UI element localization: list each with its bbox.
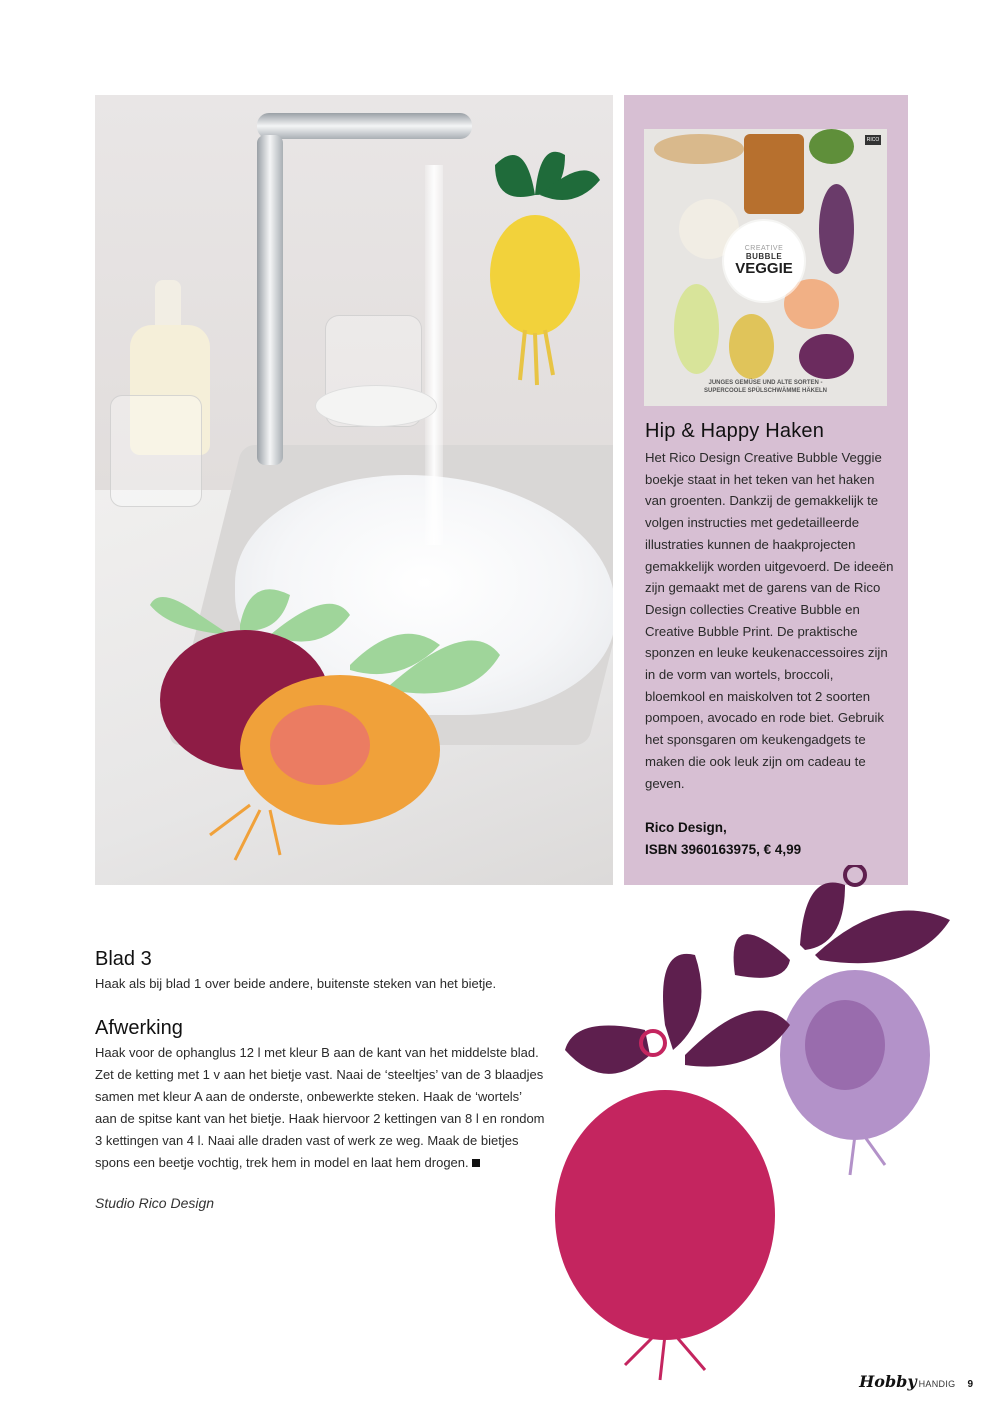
sponge-roots: [520, 330, 553, 385]
yellow-veggie-sponge: [465, 135, 605, 395]
book-subtitle-line-1: JUNGES GEMÜSE UND ALTE SORTEN -: [708, 380, 823, 386]
kitchen-sink-photo: [95, 95, 613, 885]
glass-jug: [110, 395, 202, 507]
broccoli-sponge: [799, 334, 854, 379]
footer-brand-logo: Hobby: [859, 1372, 917, 1391]
badge-line-3: VEGGIE: [735, 260, 793, 277]
sidebar-credit: [645, 817, 801, 860]
section-body-blad-3: Haak als bij blad 1 over beide andere, buitenste steken van het bietje.: [95, 976, 497, 991]
beet-sponge-small: [819, 184, 854, 274]
publisher-logo: RICO: [866, 137, 880, 143]
beet-sponges: [140, 575, 560, 865]
sidebar-isbn-price: ISBN 3960163975, € 4,99: [645, 841, 802, 857]
sponge-leaf: [495, 155, 535, 197]
beet-leaf-green: [150, 597, 230, 635]
pink-beet-roots: [625, 1335, 705, 1380]
hanging-loop: [845, 865, 865, 885]
section-body-afwerking: [95, 1042, 545, 1174]
cutting-board: [744, 134, 804, 214]
beet-leaf-green: [240, 589, 290, 630]
soap-bottle-cap: [155, 280, 181, 330]
running-water: [425, 165, 443, 545]
wooden-spoons: [654, 134, 744, 164]
sidebar-title: Hip & Happy Haken: [645, 420, 825, 442]
footer-brand-suffix: HANDIG: [918, 1379, 956, 1389]
purple-beet-leaf: [734, 934, 790, 978]
faucet-body: [257, 135, 283, 465]
pink-beet-leaf: [685, 1010, 790, 1066]
faucet-spout: [257, 113, 472, 139]
page-number: 9: [967, 1379, 973, 1390]
badge-line-2: BUBBLE: [745, 252, 783, 261]
sidebar-publisher: Rico Design,: [645, 820, 727, 835]
pink-beet-leaf: [663, 954, 701, 1050]
page-footer: [859, 1372, 973, 1391]
corn-sponge-2: [729, 314, 774, 379]
corn-sponge: [674, 284, 719, 374]
book-cover-image: [644, 129, 887, 406]
purple-beet-speckle: [805, 1000, 885, 1090]
end-of-article-mark: [472, 1159, 480, 1167]
book-title-badge: [724, 221, 804, 301]
badge-line-1: CREATIVE: [744, 245, 784, 252]
book-subtitle-line-2: SUPERCOOLE SPÜLSCHWÄMME HÄKELN: [703, 388, 827, 394]
avocado-sponge: [809, 129, 854, 164]
sidebar-body: Het Rico Design Creative Bubble Veggie boekje staat in het teken van het haken van groenten. Dankzij de gemakkelijk te volgen instructies met gedetailleerde illustraties kunnen de haakprojecten gemakkelijk worden uitgevoerd. De ideeën zijn gemaakt met de garens van de Rico Design collecties Creative Bubble en Creative Bubble Print. De praktische sponzen en leuke keukenaccessoires zijn in de vorm van wortels, broccoli, bloemkool en maiskolven tot 2 soorten pompoen, avocado en rode biet. Gebruik het sponsgaren om keukengadgets te maken die ook leuk zijn om cadeau te geven.: [645, 450, 894, 791]
beet-sponges-cutout: [555, 865, 975, 1385]
purple-beet-roots: [850, 1135, 885, 1175]
book-cover-subtitle: [644, 379, 887, 395]
beet-pink-speckle: [270, 705, 370, 785]
section-title-blad-3: Blad 3: [95, 948, 152, 970]
sponge-body: [490, 215, 580, 335]
book-sidebar: [624, 95, 908, 885]
pink-beet-body: [555, 1090, 775, 1340]
pink-beet-leaf: [565, 1026, 650, 1074]
afwerking-text: Haak voor de ophanglus 12 l met kleur B aan de kant van het middelste blad. Zet de ketting met 1 v aan het bietje vast. Naai de ‘steeltjes’ van de 3 blaadjes samen met kleur A aan de onderste, onbewerkte steken. Haak de ‘wortels’ aan de spitse kant van het bietje. Haak hiervoor 2 kettingen van 8 l en rondom 3 kettingen van 4 l. Naai alle draden vast of werk ze weg. Maak de bietjes spons een beetje vochtig, trek hem in model en laat hem drogen.: [95, 1045, 545, 1170]
plates: [315, 385, 437, 427]
article-credit: Studio Rico Design: [95, 1195, 215, 1211]
section-title-afwerking: Afwerking: [95, 1017, 183, 1039]
beet-roots: [210, 805, 280, 860]
